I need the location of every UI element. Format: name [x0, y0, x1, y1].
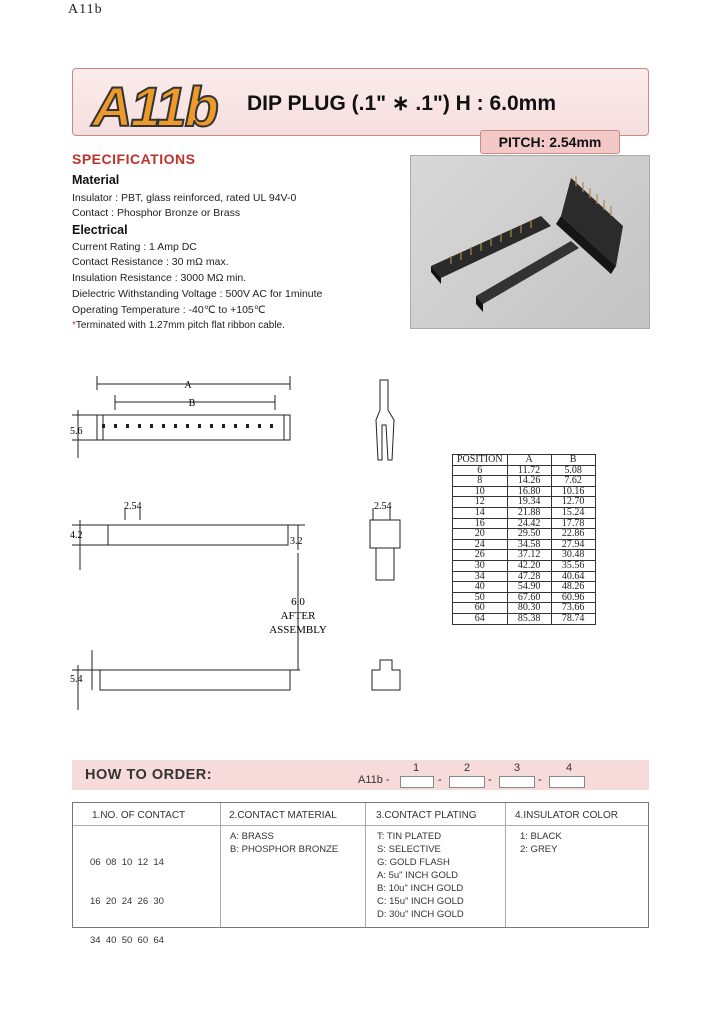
after-assembly-label-2: ASSEMBLY: [269, 624, 327, 636]
material-heading: Material: [72, 173, 120, 187]
table-cell-a: 67.60: [507, 592, 551, 603]
spec-contact-resistance: Contact Resistance : 30 mΩ max.: [72, 256, 229, 268]
product-photo: [410, 155, 650, 329]
table-cell-a: 85.38: [507, 613, 551, 624]
table-row: [453, 497, 596, 508]
order-col-divider-3: [505, 803, 506, 927]
dimension-table: [452, 454, 596, 625]
table-cell-position: 34: [453, 571, 508, 582]
order-col-title-plating: 3.CONTACT PLATING: [376, 810, 477, 821]
table-cell-a: 29.50: [507, 529, 551, 540]
table-cell-a: 19.34: [507, 497, 551, 508]
order-slot-2[interactable]: [449, 776, 485, 788]
dim-label-b: B: [188, 398, 196, 409]
table-header-position: POSITION: [453, 455, 508, 466]
table-cell-a: 14.26: [507, 476, 551, 487]
spec-dielectric: Dielectric Withstanding Voltage : 500V AC for 1minute: [72, 288, 323, 300]
order-slot-number-3: 3: [514, 762, 521, 774]
dim-5-6: 5.6: [70, 426, 83, 437]
plating-option-d: D: 30u" INCH GOLD: [377, 909, 464, 920]
table-cell-a: 47.28: [507, 571, 551, 582]
table-header-b: B: [551, 455, 595, 466]
table-cell-b: 12.70: [551, 497, 595, 508]
table-header-a: A: [507, 455, 551, 466]
order-col-title-color: 4.INSULATOR COLOR: [515, 810, 618, 821]
table-row: [453, 465, 596, 476]
technical-drawing: [70, 370, 420, 730]
table-row: [453, 613, 596, 624]
order-slot-number-1: 1: [413, 762, 420, 774]
table-cell-position: 14: [453, 507, 508, 518]
table-row: [453, 603, 596, 614]
table-cell-position: 60: [453, 603, 508, 614]
spec-insulator: Insulator : PBT, glass reinforced, rated UL 94V-0: [72, 192, 297, 204]
table-cell-b: 60.96: [551, 592, 595, 603]
plating-option-a: A: 5u" INCH GOLD: [377, 870, 458, 881]
order-slot-number-4: 4: [566, 762, 573, 774]
table-cell-position: 16: [453, 518, 508, 529]
spec-insulation-resistance: Insulation Resistance : 3000 MΩ min.: [72, 272, 247, 284]
material-option-b: B: PHOSPHOR BRONZE: [230, 844, 339, 855]
table-cell-position: 30: [453, 560, 508, 571]
table-cell-b: 78.74: [551, 613, 595, 624]
table-cell-b: 48.26: [551, 582, 595, 593]
model-logo: A11b: [92, 75, 217, 138]
table-cell-position: 8: [453, 476, 508, 487]
table-cell-b: 17.78: [551, 518, 595, 529]
color-option-2: 2: GREY: [520, 844, 558, 855]
order-col-title-material: 2.CONTACT MATERIAL: [229, 810, 337, 821]
order-col-divider-2: [365, 803, 366, 927]
plating-option-b: B: 10u" INCH GOLD: [377, 883, 464, 894]
table-cell-position: 20: [453, 529, 508, 540]
table-row: [453, 529, 596, 540]
after-assembly-dim: 6.0: [291, 596, 305, 608]
table-cell-b: 7.62: [551, 476, 595, 487]
order-col-color: [520, 830, 562, 856]
how-to-order-heading: HOW TO ORDER:: [85, 767, 213, 783]
dim-label-a: A: [184, 380, 192, 391]
contact-options-row-1: 06 08 10 12 14: [90, 857, 164, 868]
pitch-badge: PITCH: 2.54mm: [480, 130, 620, 154]
plating-option-c: C: 15u" INCH GOLD: [377, 896, 464, 907]
order-col-contacts: [90, 830, 164, 960]
table-cell-position: 40: [453, 582, 508, 593]
dim-3-2: 3.2: [290, 536, 303, 547]
table-row: [453, 592, 596, 603]
table-cell-a: 16.80: [507, 486, 551, 497]
table-cell-b: 10.16: [551, 486, 595, 497]
table-cell-position: 26: [453, 550, 508, 561]
order-col-material: [230, 830, 338, 856]
spec-contact: Contact : Phosphor Bronze or Brass: [72, 207, 241, 219]
table-cell-a: 21.88: [507, 507, 551, 518]
spec-note: [72, 320, 285, 331]
order-header-divider: [73, 825, 648, 826]
table-cell-position: 6: [453, 465, 508, 476]
electrical-heading: Electrical: [72, 223, 128, 237]
order-slot-1[interactable]: [400, 776, 434, 788]
note-text: Terminated with 1.27mm pitch flat ribbon cable.: [75, 320, 285, 331]
table-cell-b: 15.24: [551, 507, 595, 518]
table-cell-b: 73.66: [551, 603, 595, 614]
plating-option-s: S: SELECTIVE: [377, 844, 441, 855]
table-cell-b: 30.48: [551, 550, 595, 561]
after-assembly-label: AFTER: [280, 610, 316, 622]
dim-5-4: 5.4: [70, 674, 83, 685]
table-row: [453, 571, 596, 582]
dim-4-2: 4.2: [70, 530, 83, 541]
contact-options-row-2: 16 20 24 26 30: [90, 896, 164, 907]
table-row: [453, 539, 596, 550]
plating-option-t: T: TIN PLATED: [377, 831, 442, 842]
order-slot-number-2: 2: [464, 762, 471, 774]
table-cell-b: 27.94: [551, 539, 595, 550]
contact-options-row-3: 34 40 50 60 64: [90, 935, 164, 946]
order-separator-1: -: [438, 774, 442, 786]
order-slot-3[interactable]: [499, 776, 535, 788]
table-row: [453, 518, 596, 529]
connector-photo-illustration: [411, 156, 649, 328]
table-row: [453, 582, 596, 593]
order-col-divider-1: [220, 803, 221, 927]
table-cell-b: 35.56: [551, 560, 595, 571]
table-row: [453, 486, 596, 497]
order-col-title-contacts: 1.NO. OF CONTACT: [92, 810, 186, 821]
table-cell-position: 24: [453, 539, 508, 550]
table-row: [453, 476, 596, 487]
order-separator-2: -: [488, 774, 492, 786]
table-cell-a: 24.42: [507, 518, 551, 529]
table-row: [453, 507, 596, 518]
table-row: [453, 560, 596, 571]
table-cell-b: 5.08: [551, 465, 595, 476]
table-cell-position: 64: [453, 613, 508, 624]
order-separator-3: -: [538, 774, 542, 786]
specifications-heading: SPECIFICATIONS: [72, 151, 196, 167]
table-header-row: [453, 455, 596, 466]
plating-option-g: G: GOLD FLASH: [377, 857, 450, 868]
table-cell-a: 37.12: [507, 550, 551, 561]
table-cell-a: 80.30: [507, 603, 551, 614]
table-cell-a: 11.72: [507, 465, 551, 476]
table-cell-b: 22.86: [551, 529, 595, 540]
table-row: [453, 550, 596, 561]
order-col-plating: [377, 830, 464, 921]
table-cell-position: 10: [453, 486, 508, 497]
note-mark: *: [72, 320, 76, 331]
material-option-a: A: BRASS: [230, 831, 274, 842]
table-cell-b: 40.64: [551, 571, 595, 582]
color-option-1: 1: BLACK: [520, 831, 562, 842]
order-slot-4[interactable]: [549, 776, 585, 788]
table-cell-a: 42.20: [507, 560, 551, 571]
page-code: A11b: [68, 2, 103, 17]
table-cell-a: 54.90: [507, 582, 551, 593]
spec-current: Current Rating : 1 Amp DC: [72, 241, 197, 253]
table-cell-position: 12: [453, 497, 508, 508]
order-code-prefix: A11b -: [358, 774, 390, 786]
dim-2-54-side: 2.54: [374, 501, 392, 512]
spec-temperature: Operating Temperature : -40℃ to +105℃: [72, 304, 266, 316]
product-title: DIP PLUG (.1" ∗ .1") H : 6.0mm: [247, 92, 557, 115]
table-cell-a: 34.58: [507, 539, 551, 550]
table-cell-position: 50: [453, 592, 508, 603]
dim-2-54-front: 2.54: [124, 501, 142, 512]
